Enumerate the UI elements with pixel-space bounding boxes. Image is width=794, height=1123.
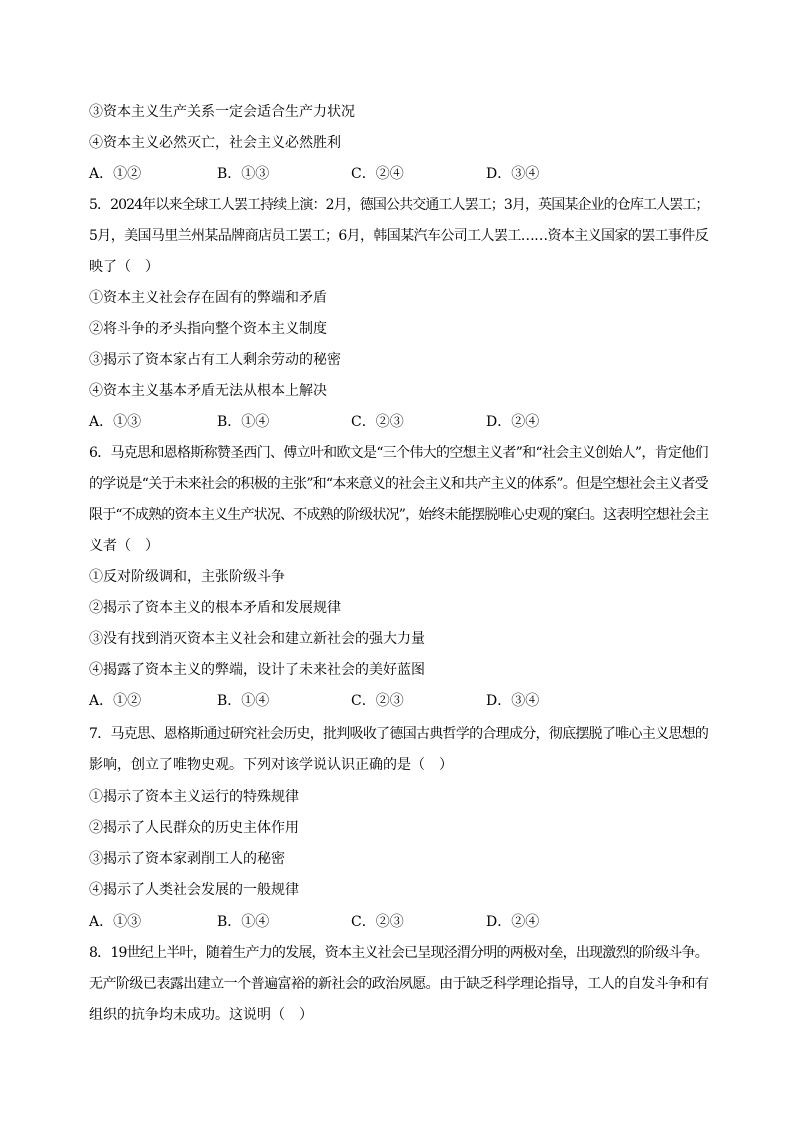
q7-choice-c: C．②③	[351, 914, 404, 930]
q5-choice-b: B．①④	[217, 414, 270, 430]
q7-stem-line-2: 影响，创立了唯物史观。下列对该学说认识正确的是（ ）	[89, 757, 453, 773]
q6-choice-c: C．②③	[351, 693, 404, 709]
q8-stem-line-3: 组织的抗争均未成功。这说明（ ）	[89, 1007, 313, 1023]
q5-choice-c: C．②③	[351, 414, 404, 430]
q8-stem-line-1: 8．19世纪上半叶，随着生产力的发展，资本主义社会已呈现泾渭分明的两极对垒，出现激烈的阶级斗争。	[89, 945, 708, 961]
q6-choice-b: B．①④	[217, 693, 270, 709]
q6-stem-line-4: 义者（ ）	[89, 538, 159, 554]
q5-option-3: ③揭示了资本家占有工人剩余劳动的秘密	[89, 352, 341, 368]
q5-option-4: ④资本主义基本矛盾无法从根本上解决	[89, 383, 327, 399]
q5-stem-line-2: 5月，美国马里兰州某品牌商店员工罢工；6月，韩国某汽车公司工人罢工……资本主义国家的罢工事件反	[89, 228, 709, 244]
q6-option-2: ②揭示了资本主义的根本矛盾和发展规律	[89, 600, 341, 616]
q8-stem-line-2: 无产阶级已表露出建立一个普遍富裕的新社会的政治夙愿。由于缺乏科学理论指导，工人的自发斗争和有	[89, 976, 709, 992]
q6-stem-line-2: 的学说是“关于未来社会的积极的主张”和“本来意义的社会主义和共产主义的体系”。但是空想社会主义者受	[89, 476, 708, 492]
q5-choice-a: A．①③	[89, 414, 142, 430]
q5-stem-line-1: 5．2024年以来全球工人罢工持续上演：2月，德国公共交通工人罢工；3月，英国某企业的仓库工人罢工；	[89, 197, 709, 213]
q6-option-3: ③没有找到消灭资本主义社会和建立新社会的强大力量	[89, 631, 425, 647]
q6-option-1: ①反对阶级调和，主张阶级斗争	[89, 569, 285, 585]
q7-choice-d: D．②④	[486, 914, 540, 930]
q5-option-2: ②将斗争的矛头指向整个资本主义制度	[89, 321, 327, 337]
q7-choice-b: B．①④	[217, 914, 270, 930]
q7-option-3: ③揭示了资本家剥削工人的秘密	[89, 851, 285, 867]
q7-option-2: ②揭示了人民群众的历史主体作用	[89, 820, 299, 836]
q7-stem-line-1: 7．马克思、恩格斯通过研究社会历史，批判吸收了德国古典哲学的合理成分，彻底摆脱了唯心主义思想的	[89, 726, 709, 742]
q4-option-4: ④资本主义必然灭亡，社会主义必然胜利	[89, 135, 341, 151]
q6-choice-a: A．①②	[89, 693, 142, 709]
q5-choice-d: D．②④	[486, 414, 540, 430]
q4-choice-b: B．①③	[217, 166, 270, 182]
q6-option-4: ④揭露了资本主义的弊端，设计了未来社会的美好蓝图	[89, 662, 425, 678]
q7-choice-a: A．①③	[89, 914, 142, 930]
q6-choice-d: D．③④	[486, 693, 540, 709]
q4-choice-d: D．③④	[486, 166, 540, 182]
q4-choice-a: A．①②	[89, 166, 142, 182]
q7-option-1: ①揭示了资本主义运行的特殊规律	[89, 789, 299, 805]
q6-stem-line-3: 限于“不成熟的资本主义生产状况、不成熟的阶级状况”，始终未能摆脱唯心史观的窠臼。这表明空想社会主	[89, 507, 709, 523]
q4-option-3: ③资本主义生产关系一定会适合生产力状况	[89, 104, 355, 120]
q6-stem-line-1: 6．马克思和恩格斯称赞圣西门、傅立叶和欧文是“三个伟大的空想主义者”和“社会主义创始人”，肯定他们	[89, 445, 708, 461]
q4-choice-c: C．②④	[351, 166, 404, 182]
q5-stem-line-3: 映了（ ）	[89, 259, 159, 275]
q5-option-1: ①资本主义社会存在固有的弊端和矛盾	[89, 290, 327, 306]
q7-option-4: ④揭示了人类社会发展的一般规律	[89, 882, 299, 898]
